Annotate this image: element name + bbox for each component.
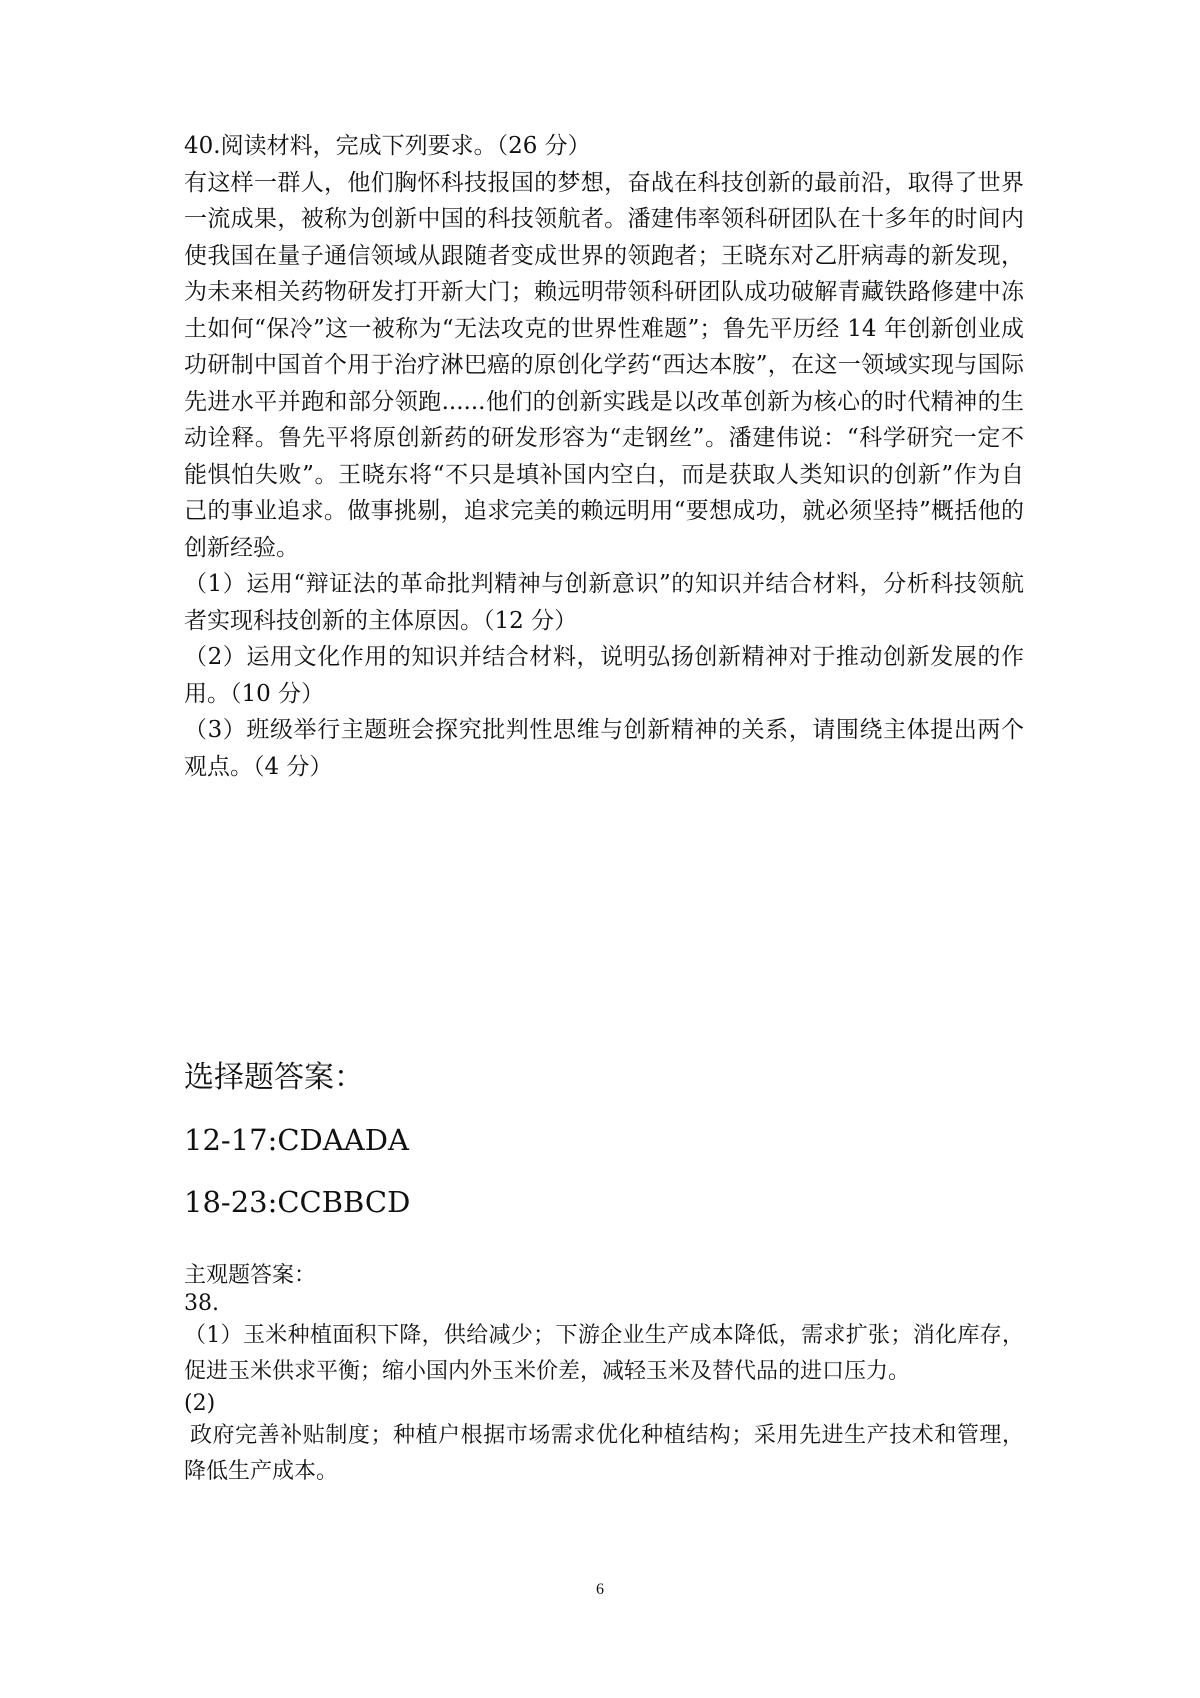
question-40-material: 有这样一群人，他们胸怀科技报国的梦想，奋战在科技创新的最前沿，取得了世界一流成果，被称为创新中国的科技领航者。潘建伟率领科研团队在十多年的时间内使我国在量子通信领域从跟随者变成世界的领跑者；王晓东对乙肝病毒的新发现，为未来相关药物研发打开新大门；赖远明带领科研团队成功破解青藏铁路修建中冻土如何“保冷”这一被称为“无法攻克的世界性难题”；鲁先平历经 14 年创新创业成功研制中国首个用于治疗淋巴癌的原创化学药“西达本胺”，在这一领域实现与国际先进水平并跑和部分领跑......他们的创新实践是以改革创新为核心的时代精神的生动诠释。鲁先平将原创新药的研发形容为“走钢丝”。潘建伟说：“科学研究一定不能惧怕失败”。王晓东将“不只是填补国内空白，而是获取人类知识的创新”作为自己的事业追求。做事挑剔，追求完美的赖远明用“要想成功，就必须坚持”概括他的创新经验。 bbox=[184, 169, 1024, 561]
subjective-answer-part-2-label: (2) bbox=[184, 1391, 216, 1416]
mc-answers-title: 选择题答案： bbox=[184, 1060, 364, 1095]
question-40-block bbox=[184, 128, 1024, 785]
subjective-answer-part-1: （1）玉米种植面积下降，供给减少；下游企业生产成本降低，需求扩张；消化库存，促进玉米供求平衡；缩小国内外玉米价差，减轻玉米及替代品的进口压力。 bbox=[184, 1323, 1024, 1384]
subjective-answer-number: 38. bbox=[184, 1291, 219, 1316]
subjective-answers-block bbox=[184, 1262, 1024, 1490]
subjective-answers-title: 主观题答案： bbox=[184, 1263, 317, 1288]
question-40-title: 40.阅读材料，完成下列要求。（26 分） bbox=[184, 133, 591, 159]
page-number: 6 bbox=[596, 1581, 604, 1598]
sub-question-3: （3）班级举行主题班会探究批判性思维与创新精神的关系，请围绕主体提出两个观点。（4 分） bbox=[184, 717, 1024, 780]
mc-answers-line-1: 12-17:CDAADA bbox=[184, 1123, 409, 1157]
sub-question-2: （2）运用文化作用的知识并结合材料，说明弘扬创新精神对于推动创新发展的作用。（10 分） bbox=[184, 644, 1024, 707]
sub-question-1: （1）运用“辩证法的革命批判精神与创新意识”的知识并结合材料，分析科技领航者实现科技创新的主体原因。（12 分） bbox=[184, 571, 1024, 634]
subjective-answer-part-2: 政府完善补贴制度；种植户根据市场需求优化种植结构；采用先进生产技术和管理，降低生产成本。 bbox=[184, 1423, 1024, 1484]
mc-answers-line-2: 18-23:CCBBCD bbox=[184, 1185, 411, 1219]
